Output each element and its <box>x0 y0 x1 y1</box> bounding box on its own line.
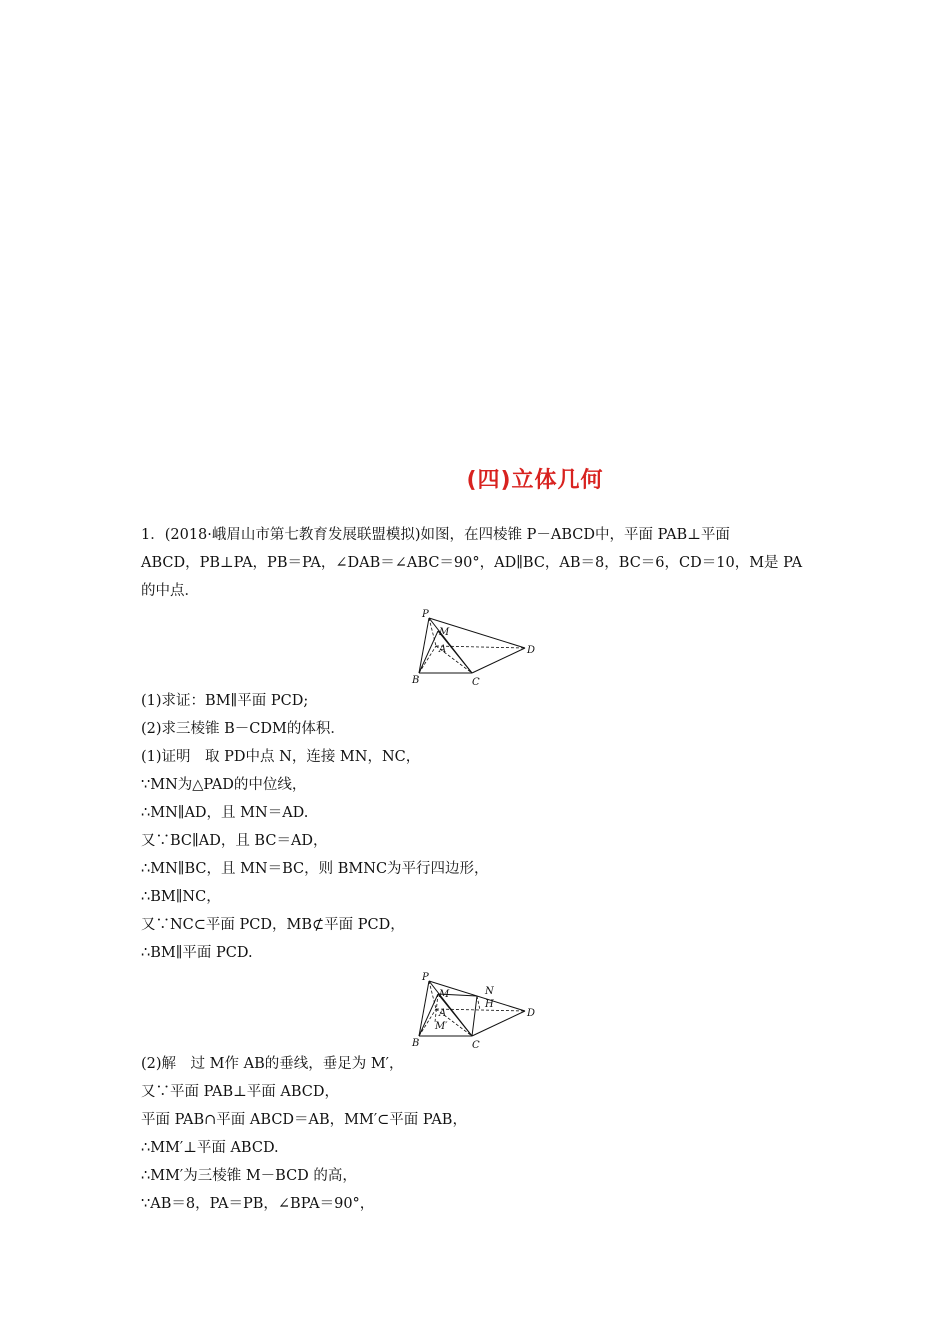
question-1: (1)求证：BM∥平面 PCD; <box>141 693 309 709</box>
solution2-line-3: 平面 PAB∩平面 ABCD＝AB，MM′⊂平面 PAB， <box>141 1112 467 1128</box>
fig1-label-b: B <box>412 675 420 686</box>
fig1-label-p: P <box>422 609 429 620</box>
solution2-line-4: ∴MM′⊥平面 ABCD. <box>141 1140 279 1156</box>
solution1-line-3: ∴MN∥AD，且 MN＝AD. <box>141 805 309 821</box>
problem-line-3: 的中点． <box>141 583 199 599</box>
question-2: (2)求三棱锥 B－CDM的体积． <box>141 721 345 737</box>
fig2-label-c: C <box>472 1040 480 1049</box>
fig1-label-m: M <box>439 627 450 638</box>
fig2-label-h: H <box>485 999 494 1010</box>
fig2-label-m: M <box>439 989 450 1000</box>
solution1-line-6: ∴BM∥NC， <box>141 889 221 905</box>
solution2-line-6: ∵AB＝8，PA＝PB，∠BPA＝90°， <box>141 1196 375 1212</box>
pyramid-figure-2 <box>405 969 545 1049</box>
fig2-label-p: P <box>422 972 429 983</box>
fig1-label-d: D <box>527 645 536 656</box>
fig1-label-a: A <box>439 644 447 655</box>
solution1-line-1: (1)证明 取 PD中点 N，连接 MN，NC， <box>141 749 421 765</box>
pyramid-figure-1 <box>405 606 545 686</box>
fig2-label-m-prime: M′ <box>435 1021 448 1032</box>
solution1-line-7: 又∵NC⊂平面 PCD，MB⊄平面 PCD， <box>141 917 405 933</box>
problem-line-2: ABCD，PB⊥PA，PB＝PA，∠DAB＝∠ABC＝90°，AD∥BC，AB＝8，BC＝6，CD＝10，M是 PA <box>141 555 803 571</box>
fig2-label-b: B <box>412 1038 420 1049</box>
solution2-line-5: ∴MM′为三棱锥 M－BCD 的高， <box>141 1168 357 1184</box>
solution2-line-2: 又∵平面 PAB⊥平面 ABCD， <box>141 1084 340 1100</box>
fig2-label-n: N <box>485 986 494 997</box>
fig2-label-d: D <box>527 1008 536 1019</box>
solution1-line-2: ∵MN为△PAD的中位线， <box>141 777 307 793</box>
solution1-line-5: ∴MN∥BC，且 MN＝BC，则 BMNC为平行四边形， <box>141 861 489 877</box>
fig1-label-c: C <box>472 677 480 686</box>
solution2-line-1: (2)解 过 M作 AB的垂线，垂足为 M′， <box>141 1056 404 1072</box>
problem-line-1: 1．(2018·峨眉山市第七教育发展联盟模拟)如图，在四棱锥 P－ABCD中，平面 PAB⊥平面 <box>141 527 730 543</box>
fig2-label-a: A <box>439 1008 447 1019</box>
solution1-line-4: 又∵BC∥AD，且 BC＝AD， <box>141 833 328 849</box>
section-title: (四)立体几何 <box>466 468 604 493</box>
solution1-line-8: ∴BM∥平面 PCD. <box>141 945 253 961</box>
